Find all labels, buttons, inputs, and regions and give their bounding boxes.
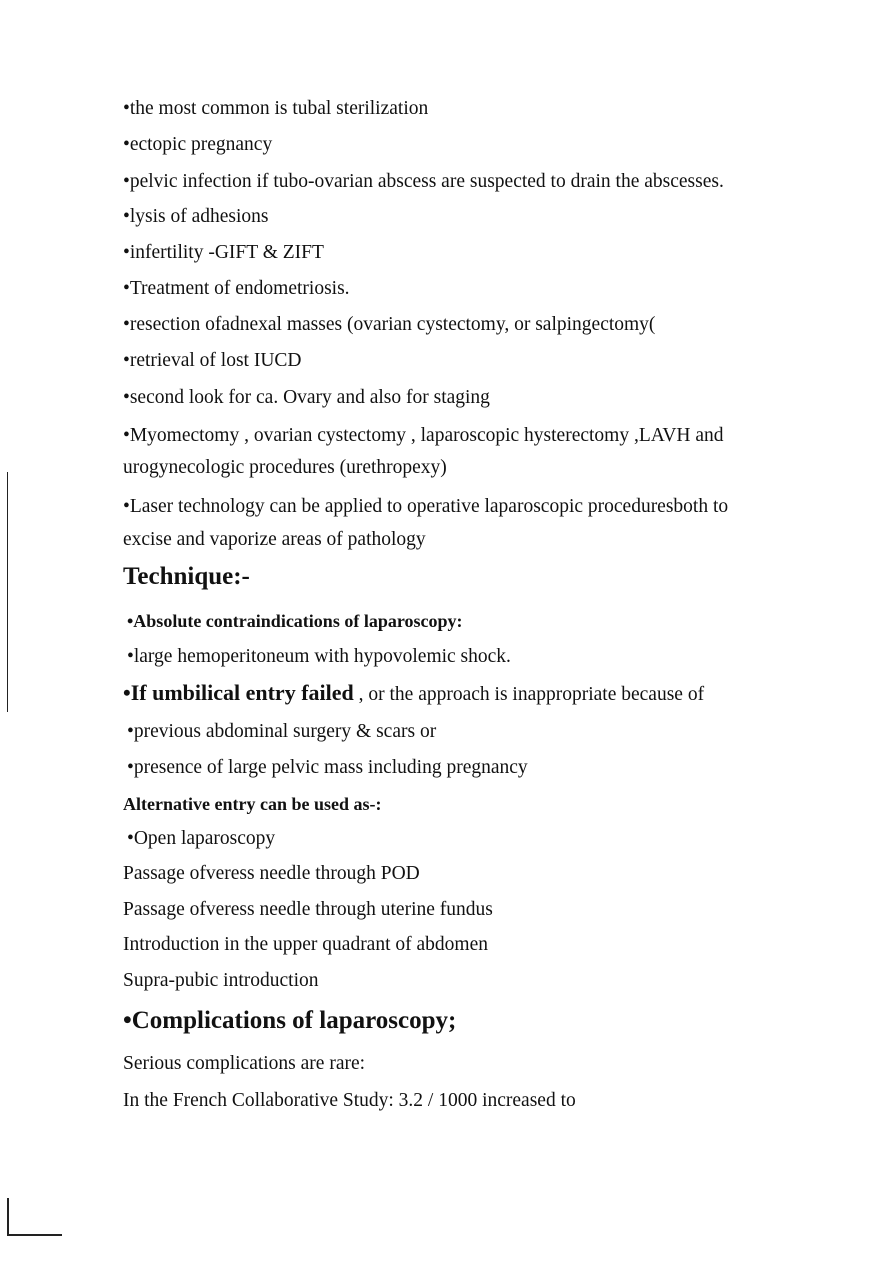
indication-laser: •Laser technology can be applied to operative laparoscopic proceduresboth to: [123, 496, 729, 517]
scan-margin-line: [7, 472, 8, 712]
scan-corner-horizontal: [7, 1234, 62, 1236]
alternative-entry-heading: Alternative entry can be used as-:: [123, 794, 382, 814]
alt-entry-suprapubic: Supra-pubic introduction: [123, 970, 319, 991]
indication-tubal-sterilization: •the most common is tubal sterilization: [123, 98, 429, 119]
complications-heading: •Complications of laparoscopy;: [123, 1007, 457, 1034]
indication-myomectomy: •Myomectomy , ovarian cystectomy , laparoscopic hysterectomy ,LAVH and: [123, 425, 724, 446]
indication-lysis-adhesions: •lysis of adhesions: [123, 206, 269, 227]
reason-pelvic-mass: •presence of large pelvic mass including pregnancy: [127, 757, 528, 778]
alt-entry-upper-quadrant: Introduction in the upper quadrant of abdomen: [123, 934, 488, 955]
indication-adnexal-masses: •resection ofadnexal masses (ovarian cystectomy, or salpingectomy(: [123, 314, 656, 335]
indication-infertility: •infertility -GIFT & ZIFT: [123, 242, 324, 263]
alt-entry-fundus: Passage ofveress needle through uterine fundus: [123, 899, 493, 920]
indication-myomectomy-cont: urogynecologic procedures (urethropexy): [123, 457, 447, 478]
technique-heading: Technique:-: [123, 563, 250, 590]
indication-ectopic-pregnancy: •ectopic pregnancy: [123, 134, 273, 155]
scan-corner-vertical: [7, 1198, 9, 1236]
alt-entry-open: •Open laparoscopy: [127, 828, 276, 849]
contraindication-item: •large hemoperitoneum with hypovolemic shock.: [127, 646, 511, 667]
indication-endometriosis: •Treatment of endometriosis.: [123, 278, 350, 299]
umbilical-entry-rest: , or the approach is inappropriate because of: [353, 684, 705, 705]
indication-second-look: •second look for ca. Ovary and also for staging: [123, 387, 490, 408]
indication-retrieval-iucd: •retrieval of lost IUCD: [123, 350, 302, 371]
indication-pelvic-infection: •pelvic infection if tubo-ovarian abscess are suspected to drain the abscesses.: [123, 171, 724, 192]
umbilical-entry-bold: •If umbilical entry failed: [123, 680, 354, 705]
indication-laser-cont: excise and vaporize areas of pathology: [123, 529, 426, 550]
alt-entry-pod: Passage ofveress needle through POD: [123, 863, 420, 884]
complications-rare: Serious complications are rare:: [123, 1053, 366, 1074]
reason-previous-surgery: •previous abdominal surgery & scars or: [127, 721, 437, 742]
contraindications-heading: •Absolute contraindications of laparoscopy:: [127, 611, 463, 631]
complications-french-study: In the French Collaborative Study: 3.2 / 1000 increased to: [123, 1090, 576, 1111]
umbilical-entry-line: [123, 681, 704, 707]
